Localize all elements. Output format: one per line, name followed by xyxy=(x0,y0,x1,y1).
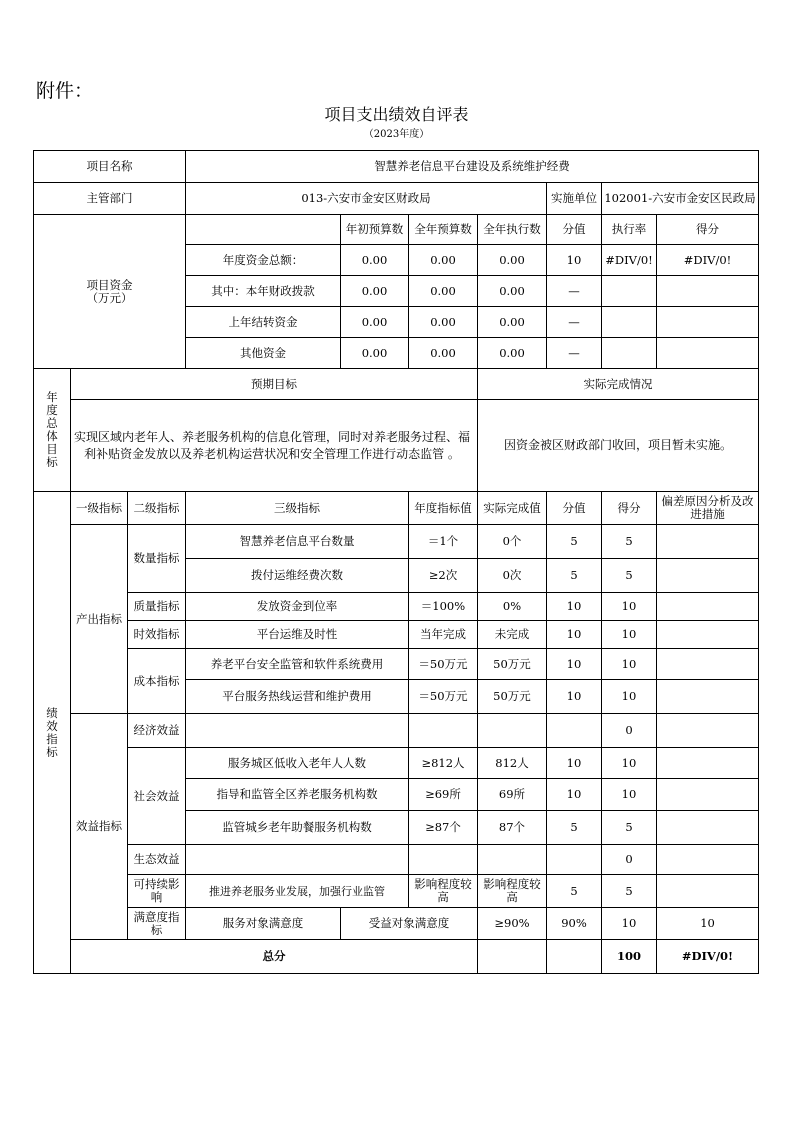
indicator-name xyxy=(186,845,409,875)
funds-header-rate: 执行率 xyxy=(602,215,657,245)
timeliness-indicators-label: 时效指标 xyxy=(128,621,186,649)
goal-label-char: 度 xyxy=(46,403,58,417)
funds-row-initial: 0.00 xyxy=(341,307,409,338)
indicator-label-char: 效 xyxy=(46,718,58,733)
indicator-score: 10 xyxy=(602,680,657,714)
funds-row-executed: 0.00 xyxy=(478,245,547,276)
funds-row-annual: 0.00 xyxy=(409,245,478,276)
indicator-score: 10 xyxy=(602,621,657,649)
indicator-actual: 50万元 xyxy=(478,680,547,714)
indicator-note xyxy=(657,875,759,908)
funds-row-annual: 0.00 xyxy=(409,338,478,369)
indicator-score: 10 xyxy=(602,593,657,621)
indicator-target: ≥2次 xyxy=(409,559,478,593)
indicator-weight: 5 xyxy=(547,875,602,908)
header-weight: 分值 xyxy=(547,492,602,525)
cost-indicators-label: 成本指标 xyxy=(128,649,186,714)
funds-row-name: 年度资金总额： xyxy=(186,245,341,276)
actual-completion-text: 因资金被区财政部门收回，项目暂未实施。 xyxy=(478,400,759,492)
social-benefit-label: 社会效益 xyxy=(128,748,186,845)
indicator-actual: 0个 xyxy=(478,525,547,559)
service-target-satisfaction-label: 服务对象满意度 xyxy=(186,908,341,940)
evaluation-table xyxy=(33,150,759,974)
funds-row-rate xyxy=(602,307,657,338)
indicator-row xyxy=(34,875,759,908)
indicator-name: 平台服务热线运营和维护费用 xyxy=(186,680,409,714)
indicator-weight: 5 xyxy=(547,559,602,593)
funds-row-rate xyxy=(602,338,657,369)
actual-completion-header: 实际完成情况 xyxy=(478,369,759,400)
indicator-row xyxy=(34,593,759,621)
funds-row-weight: 10 xyxy=(547,245,602,276)
indicator-note xyxy=(657,593,759,621)
indicator-row xyxy=(34,649,759,680)
indicator-score: 5 xyxy=(602,875,657,908)
indicator-row xyxy=(34,748,759,779)
funds-header-annual: 全年预算数 xyxy=(409,215,478,245)
indicator-actual xyxy=(478,845,547,875)
indicator-actual: 87个 xyxy=(478,811,547,845)
indicator-weight xyxy=(547,845,602,875)
year-subtitle: （2023年度） xyxy=(363,129,430,140)
indicator-row xyxy=(34,845,759,875)
project-funds-label-line1: 项目资金 xyxy=(86,277,133,292)
indicator-actual xyxy=(478,714,547,748)
indicator-label-char: 绩 xyxy=(46,705,58,720)
funds-header-initial: 年初预算数 xyxy=(341,215,409,245)
indicator-weight: 10 xyxy=(547,621,602,649)
indicator-name: 养老平台安全监管和软件系统费用 xyxy=(186,649,409,680)
indicator-target: ≥812人 xyxy=(409,748,478,779)
funds-header-weight: 分值 xyxy=(547,215,602,245)
expected-goal-header: 预期目标 xyxy=(71,369,478,400)
funds-header-blank xyxy=(186,215,341,245)
indicator-note xyxy=(657,811,759,845)
funds-row-score: #DIV/0! xyxy=(657,245,759,276)
indicator-weight: 10 xyxy=(547,593,602,621)
indicator-actual: 50万元 xyxy=(478,649,547,680)
goal-content-row xyxy=(34,400,759,492)
funds-row-weight: — xyxy=(547,276,602,307)
indicator-name: 受益对象满意度 xyxy=(341,908,478,940)
indicator-score: 5 xyxy=(602,525,657,559)
indicator-score: 10 xyxy=(602,779,657,811)
total-blank xyxy=(478,940,547,974)
attachment-label: 附件： xyxy=(36,80,94,102)
quantity-indicators-label: 数量指标 xyxy=(128,525,186,593)
indicator-weight: 10 xyxy=(547,649,602,680)
indicator-score: 0 xyxy=(602,845,657,875)
indicator-target: ＝50万元 xyxy=(409,680,478,714)
indicator-name: 智慧养老信息平台数量 xyxy=(186,525,409,559)
ecological-benefit-label: 生态效益 xyxy=(128,845,186,875)
indicator-row xyxy=(34,525,759,559)
department-label: 主管部门 xyxy=(34,183,186,215)
indicator-score: 5 xyxy=(602,811,657,845)
indicator-name: 服务城区低收入老年人人数 xyxy=(186,748,409,779)
total-weight: 100 xyxy=(602,940,657,974)
funds-row-executed: 0.00 xyxy=(478,338,547,369)
header-score: 得分 xyxy=(602,492,657,525)
expected-goal-text: 实现区域内老年人、养老服务机构的信息化管理，同时对养老服务过程、福利补贴资金发放以及养老机构运营状况和安全管理工作进行动态监管 。 xyxy=(71,400,478,492)
indicator-score: 10 xyxy=(602,649,657,680)
indicator-weight: 10 xyxy=(547,779,602,811)
indicator-note xyxy=(657,714,759,748)
project-name-value: 智慧养老信息平台建设及系统维护经费 xyxy=(186,151,759,183)
goal-header-row xyxy=(34,369,759,400)
indicator-actual: 0次 xyxy=(478,559,547,593)
project-funds-label xyxy=(34,215,186,369)
goal-label-char: 总 xyxy=(46,416,58,430)
funds-row-name: 其中：本年财政拨款 xyxy=(186,276,341,307)
quality-indicators-label: 质量指标 xyxy=(128,593,186,621)
funds-row-rate: #DIV/0! xyxy=(602,245,657,276)
indicator-score: 0 xyxy=(602,714,657,748)
indicator-weight: 10 xyxy=(547,680,602,714)
funds-header-executed: 全年执行数 xyxy=(478,215,547,245)
funds-row-score xyxy=(657,338,759,369)
indicator-actual: 69所 xyxy=(478,779,547,811)
indicator-note xyxy=(657,779,759,811)
indicator-name: 推进养老服务业发展，加强行业监管 xyxy=(186,875,409,908)
indicator-actual: 影响程度较高 xyxy=(478,875,547,908)
header-level3: 三级指标 xyxy=(186,492,409,525)
economic-benefit-label: 经济效益 xyxy=(128,714,186,748)
output-indicators-label: 产出指标 xyxy=(71,525,128,714)
annual-goal-label xyxy=(34,369,71,492)
indicator-weight: 5 xyxy=(547,811,602,845)
goal-label-char: 年 xyxy=(46,390,58,404)
indicator-name: 拨付运维经费次数 xyxy=(186,559,409,593)
indicator-weight: 5 xyxy=(547,525,602,559)
indicator-name: 监管城乡老年助餐服务机构数 xyxy=(186,811,409,845)
goal-label-char: 目 xyxy=(46,442,58,456)
header-deviation-analysis: 偏差原因分析及改进措施 xyxy=(657,492,759,525)
header-actual: 实际完成值 xyxy=(478,492,547,525)
indicator-note xyxy=(657,525,759,559)
indicator-target: ＝100% xyxy=(409,593,478,621)
evaluation-table-container xyxy=(33,150,758,974)
performance-indicators-label xyxy=(34,492,71,974)
funds-row-annual: 0.00 xyxy=(409,307,478,338)
indicator-actual: 812人 xyxy=(478,748,547,779)
indicator-row xyxy=(34,714,759,748)
indicator-note xyxy=(657,845,759,875)
benefit-indicators-label: 效益指标 xyxy=(71,714,128,940)
funds-row-rate xyxy=(602,276,657,307)
indicator-row xyxy=(34,621,759,649)
indicator-label-char: 指 xyxy=(46,731,58,746)
header-target: 年度指标值 xyxy=(409,492,478,525)
indicator-weight: 10 xyxy=(602,908,657,940)
total-label: 总分 xyxy=(71,940,478,974)
indicator-label-char: 标 xyxy=(46,744,58,759)
total-row xyxy=(34,940,759,974)
funds-row-weight: — xyxy=(547,338,602,369)
funds-header-row xyxy=(34,215,759,245)
funds-row-executed: 0.00 xyxy=(478,307,547,338)
funds-row-score xyxy=(657,307,759,338)
indicator-note xyxy=(657,748,759,779)
indicator-target: ≥87个 xyxy=(409,811,478,845)
indicator-target: ≥90% xyxy=(478,908,547,940)
funds-row-weight: — xyxy=(547,307,602,338)
funds-row-initial: 0.00 xyxy=(341,338,409,369)
indicator-target xyxy=(409,714,478,748)
funds-row-initial: 0.00 xyxy=(341,245,409,276)
funds-row-score xyxy=(657,276,759,307)
indicator-name xyxy=(186,714,409,748)
implementing-unit-label: 实施单位 xyxy=(547,183,602,215)
indicator-note xyxy=(657,649,759,680)
funds-header-score: 得分 xyxy=(657,215,759,245)
indicator-note xyxy=(657,559,759,593)
satisfaction-indicators-label: 满意度指标 xyxy=(128,908,186,940)
implementing-unit-value: 102001-六安市金安区民政局 xyxy=(602,183,759,215)
indicator-score: 5 xyxy=(602,559,657,593)
funds-row-name: 其他资金 xyxy=(186,338,341,369)
indicator-target: 当年完成 xyxy=(409,621,478,649)
indicator-target: ＝50万元 xyxy=(409,649,478,680)
page-title: 项目支出绩效自评表 xyxy=(324,105,469,124)
project-name-label: 项目名称 xyxy=(34,151,186,183)
indicator-name: 发放资金到位率 xyxy=(186,593,409,621)
total-score: #DIV/0! xyxy=(657,940,759,974)
goal-label-char: 标 xyxy=(46,455,58,469)
indicators-header-row xyxy=(34,492,759,525)
department-value: 013-六安市金安区财政局 xyxy=(186,183,547,215)
indicator-score: 10 xyxy=(602,748,657,779)
indicator-score: 10 xyxy=(657,908,759,940)
indicator-name: 平台运维及时性 xyxy=(186,621,409,649)
indicator-actual: 未完成 xyxy=(478,621,547,649)
goal-label-char: 体 xyxy=(46,429,58,443)
indicator-row xyxy=(34,908,759,940)
project-funds-label-line2: （万元） xyxy=(86,290,133,305)
total-blank-2 xyxy=(547,940,602,974)
indicator-note xyxy=(657,680,759,714)
funds-row-initial: 0.00 xyxy=(341,276,409,307)
funds-row-executed: 0.00 xyxy=(478,276,547,307)
project-name-row xyxy=(34,151,759,183)
department-row xyxy=(34,183,759,215)
indicator-actual: 90% xyxy=(547,908,602,940)
indicator-name: 指导和监管全区养老服务机构数 xyxy=(186,779,409,811)
header-level1: 一级指标 xyxy=(71,492,128,525)
indicator-target: 影响程度较高 xyxy=(409,875,478,908)
indicator-target: ＝1个 xyxy=(409,525,478,559)
indicator-actual: 0% xyxy=(478,593,547,621)
funds-row-name: 上年结转资金 xyxy=(186,307,341,338)
indicator-weight: 10 xyxy=(547,748,602,779)
indicator-target: ≥69所 xyxy=(409,779,478,811)
indicator-target xyxy=(409,845,478,875)
indicator-weight xyxy=(547,714,602,748)
indicator-note xyxy=(657,621,759,649)
funds-row-annual: 0.00 xyxy=(409,276,478,307)
header-level2: 二级指标 xyxy=(128,492,186,525)
sustainable-impact-label: 可持续影响 xyxy=(128,875,186,908)
